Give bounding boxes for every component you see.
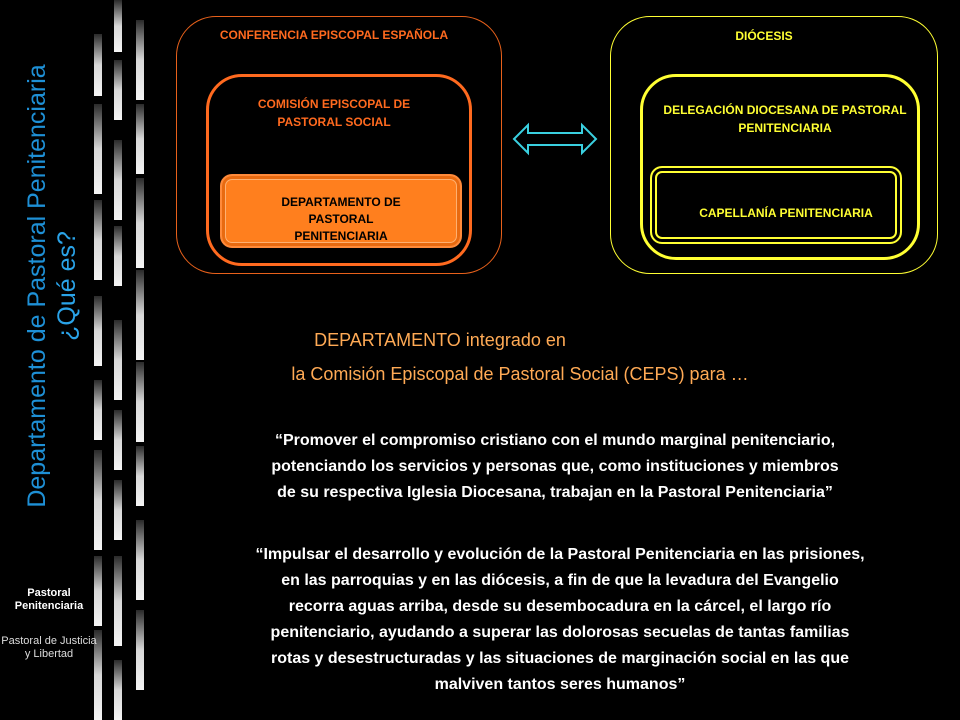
bar <box>136 520 144 600</box>
title-line-2: ¿Qué es? <box>53 231 81 341</box>
departamento-label: DEPARTAMENTO DE PASTORAL PENITENCIARIA <box>281 195 401 243</box>
comision-label: COMISIÓN EPISCOPAL DE PASTORAL SOCIAL <box>257 97 411 129</box>
bar <box>114 140 122 220</box>
quote-line: malviven tantos seres humanos” <box>434 676 686 693</box>
pastoral-justicia-label: Pastoral de Justicia y Libertad <box>1 635 97 660</box>
bar <box>114 0 122 52</box>
quote-line: de su respectiva Iglesia Diocesana, trabajan en la Pastoral Penitenciaria” <box>277 484 833 501</box>
pastoral-penitenciaria-label: Pastoral Penitenciaria <box>14 587 84 612</box>
delegacion-label: DELEGACIÓN DIOCESANA DE PASTORAL PENITENCIARIA <box>663 103 907 135</box>
headline-line-1: DEPARTAMENTO integrado en <box>314 330 566 350</box>
bar <box>136 178 144 268</box>
vertical-title <box>22 36 102 536</box>
diocesis-label: DIÓCESIS <box>735 29 793 43</box>
decorative-bars <box>94 0 156 720</box>
bar <box>136 20 144 100</box>
headline-line-2: la Comisión Episcopal de Pastoral Social (CEPS) para … <box>291 364 749 384</box>
quote-line: “Impulsar el desarrollo y evolución de la Pastoral Penitenciaria en las prisiones, <box>255 546 865 563</box>
quote-line: penitenciario, ayudando a superar las dolorosas secuelas de tantas familias <box>270 624 850 641</box>
title-line-1: Departamento de Pastoral Penitenciaria <box>23 64 51 508</box>
quote-line: recorra aguas arriba, desde su desembocadura en la cárcel, el largo río <box>288 598 832 615</box>
quote-promover <box>160 428 950 506</box>
quote-impulsar <box>160 542 960 698</box>
capellania-label: CAPELLANÍA PENITENCIARIA <box>699 206 873 220</box>
bar <box>114 480 122 540</box>
quote-line: en las parroquias y en las diócesis, a fin de que la levadura del Evangelio <box>281 572 839 589</box>
bar <box>136 362 144 442</box>
bar <box>114 410 122 470</box>
bar <box>114 556 122 646</box>
quote-line: “Promover el compromiso cristiano con el mundo marginal penitenciario, <box>274 432 836 449</box>
bar <box>136 104 144 174</box>
bar <box>114 226 122 286</box>
departamento-box <box>220 174 462 248</box>
bar <box>136 270 144 360</box>
bar <box>114 320 122 400</box>
bar <box>136 610 144 690</box>
bar <box>136 446 144 506</box>
conferencia-label: CONFERENCIA EPISCOPAL ESPAÑOLA <box>219 28 449 42</box>
bar <box>114 660 122 720</box>
quote-line: potenciando los servicios y personas que, como instituciones y miembros <box>271 458 839 475</box>
double-arrow-icon <box>512 122 598 156</box>
quote-line: rotas y desestructuradas y las situaciones de marginación social en las que <box>270 650 849 667</box>
bar <box>114 60 122 120</box>
capellania-box <box>650 166 902 244</box>
